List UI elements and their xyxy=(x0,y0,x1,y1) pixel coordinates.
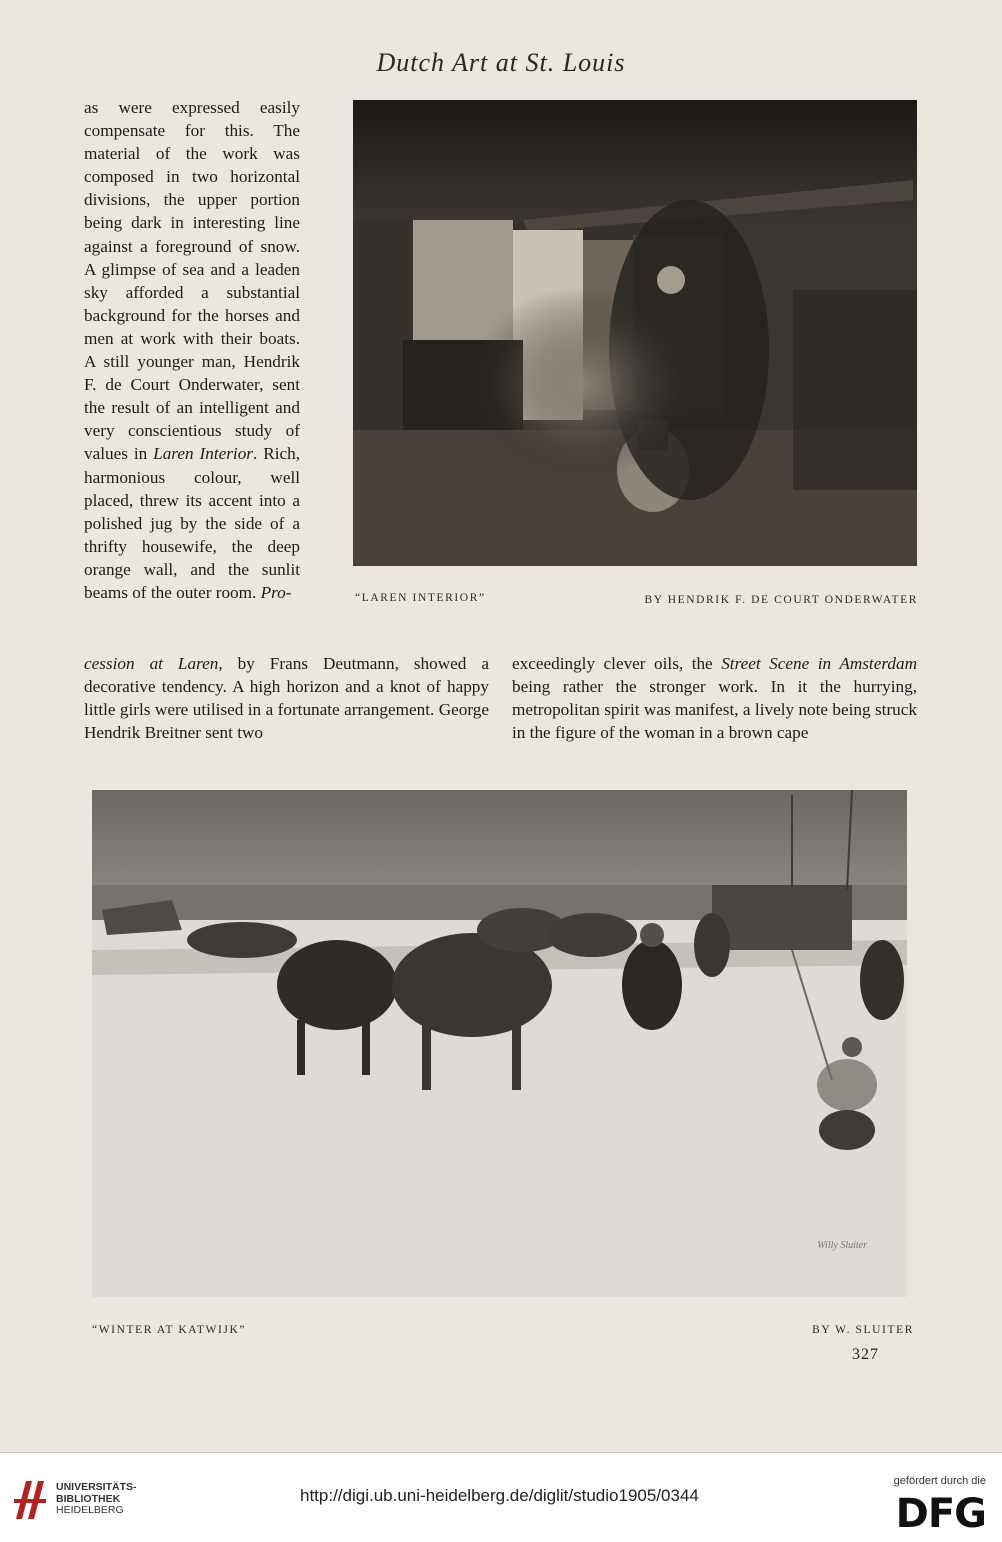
permalink-url[interactable]: http://digi.ub.uni-heidelberg.de/diglit/studio1905/0344 xyxy=(300,1486,699,1505)
body-right-paragraph xyxy=(512,652,917,744)
library-line-2: BIBLIOTHEK xyxy=(56,1492,121,1505)
figure2-caption-credit: BY W. SLUITER xyxy=(812,1324,914,1336)
left-text-b: . Rich, harmonious colour, well placed, threw its accent into a polished jug by the side of a thrifty housewife, the deep orange wall, and the sunlit beams of the outer room. xyxy=(84,444,300,602)
running-title: Dutch Art at St. Louis xyxy=(376,48,626,77)
figure1-caption-credit: BY HENDRIK F. DE COURT ONDERWATER xyxy=(644,594,918,606)
body-left-italic: cession at Laren xyxy=(84,654,219,673)
library-line-3: HEIDELBERG xyxy=(56,1504,124,1516)
figure1-caption-title: “LAREN INTERIOR” xyxy=(355,592,486,604)
left-text-a: as were expressed easily compensate for this. The material of the work was composed in two horizontal divisions, the upper portion being dark in interesting line against a foreground of snow. A glimpse of sea and a leaden sky afforded a substantial background for the horses and men at work with their boats. A still younger man, Hendrik F. de Court Onderwater, sent the result of an intelligent and very conscientious study of values in xyxy=(84,98,300,464)
left-italic-title: Laren Interior xyxy=(153,444,253,464)
body-right-text-a: exceedingly clever oils, the xyxy=(512,654,722,673)
library-name xyxy=(56,1482,137,1517)
body-right-italic: Street Scene in Amsterdam xyxy=(721,654,917,673)
painter-signature: Willy Sluiter xyxy=(817,1240,867,1251)
laren-interior-image xyxy=(353,100,917,566)
dfg-logo: DFG xyxy=(895,1491,986,1537)
winter-at-katwijk-plate xyxy=(92,790,907,1297)
funding-note: gefördert durch die xyxy=(893,1475,986,1487)
digitization-footer xyxy=(0,1452,1002,1542)
body-right-text-b: being rather the stronger work. In it the hurrying, metropolitan spirit was manifest, a lively note being struck in the figure of the woman in a brown cape xyxy=(512,677,917,743)
page-number: 327 xyxy=(852,1346,879,1363)
figure2-caption-title: “WINTER AT KATWIJK” xyxy=(92,1324,247,1336)
body-column-left xyxy=(84,652,489,744)
body-left-paragraph xyxy=(84,652,489,744)
left-paragraph xyxy=(84,96,300,604)
winter-at-katwijk-image xyxy=(92,790,907,1297)
library-line-1: UNIVERSITÄTS- xyxy=(56,1481,137,1493)
left-column-text xyxy=(84,96,300,604)
laren-interior-plate xyxy=(353,100,917,566)
body-column-right xyxy=(512,652,917,744)
body-left-text: , by Frans Deutmann, showed a decorative tendency. A high horizon and a knot of happy little girls were utilised in a fortunate arrangement. George Hendrik Breitner sent two xyxy=(84,654,489,743)
university-library-logo-icon xyxy=(12,1475,48,1523)
left-italic-hyphen: Pro- xyxy=(260,582,292,602)
